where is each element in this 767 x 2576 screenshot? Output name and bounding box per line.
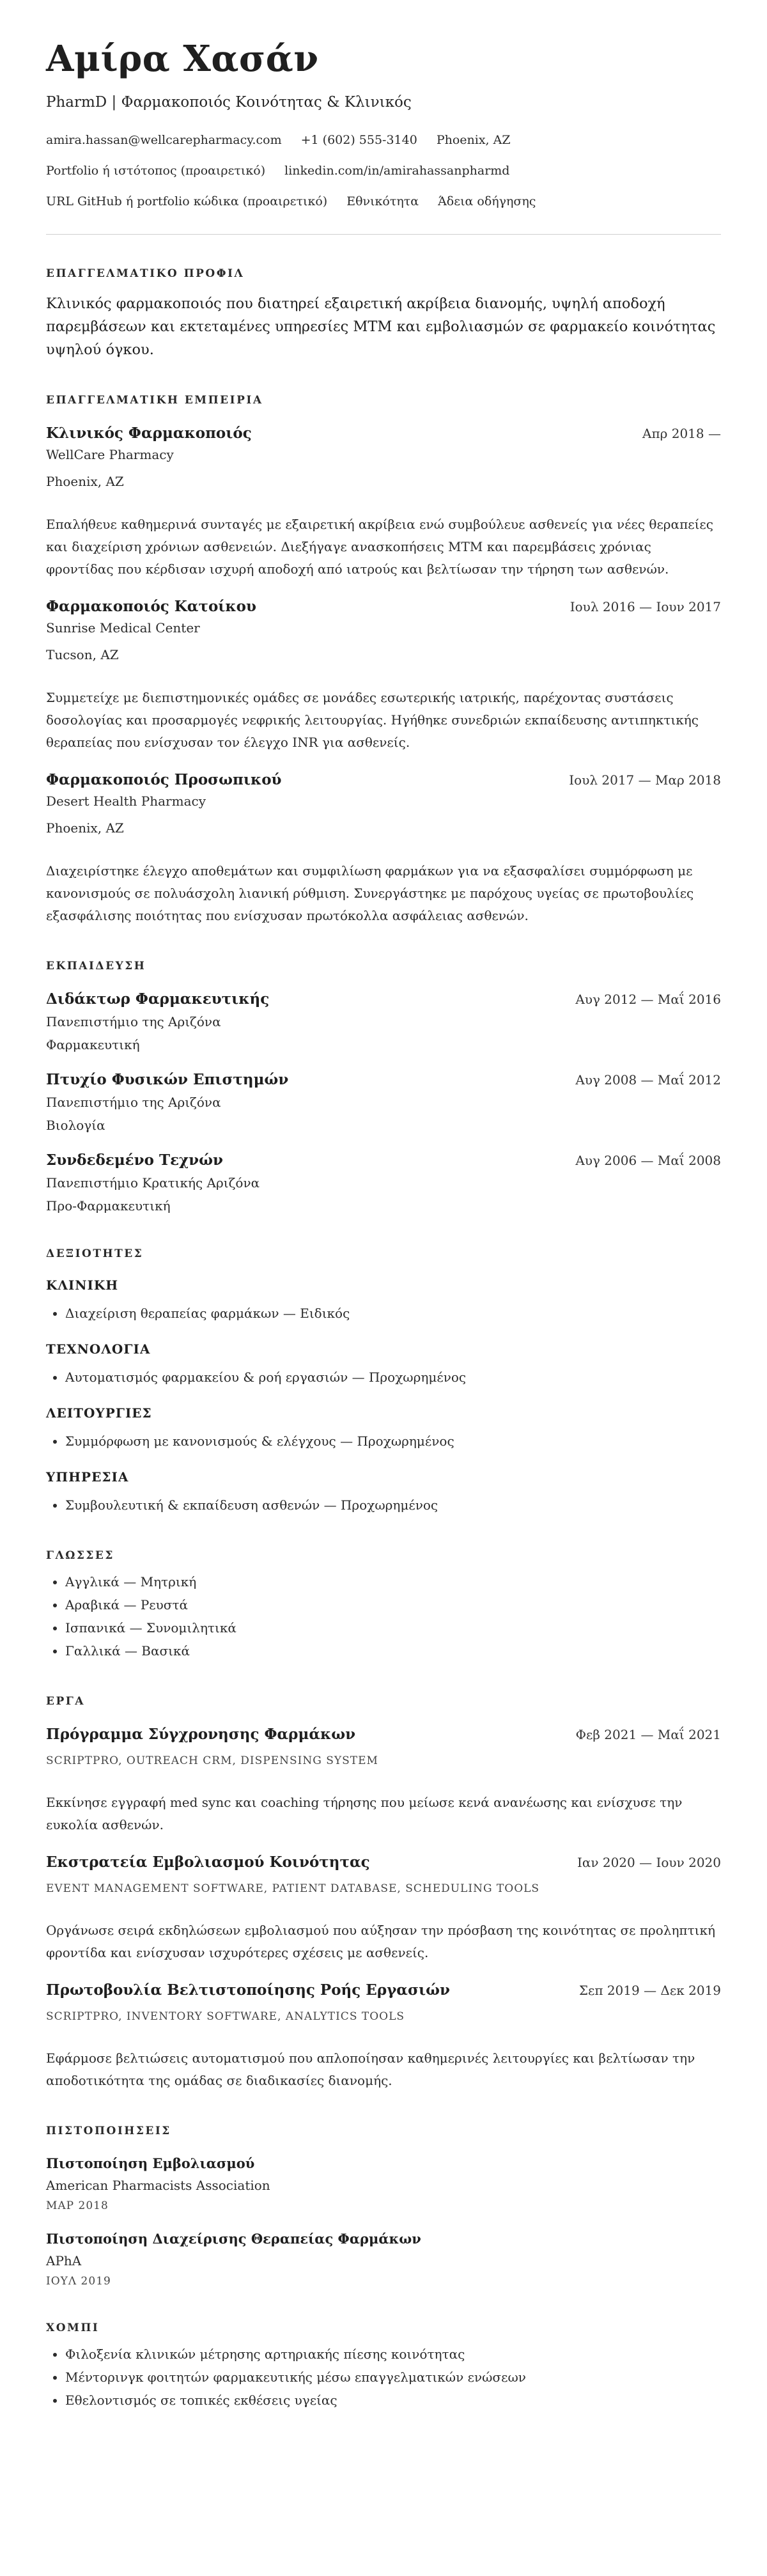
degree-date: Αυγ 2012 — Μαΐ 2016 [575, 992, 721, 1007]
project-title: Πρόγραμμα Σύγχρονησης Φαρμάκων [46, 1726, 356, 1743]
degree-title: Διδάκτωρ Φαρμακευτικής [46, 990, 270, 1008]
experience-entry [46, 424, 721, 581]
project-description: Εφάρμοσε βελτιώσεις αυτοματισμού που απλοποίησαν καθημερινές λειτουργίες και βελτίωσαν την αποδοτικότητα της ομάδας σε διαδικασίες διανομής. [46, 2050, 695, 2088]
header-divider [46, 234, 721, 235]
hobby-item: • Μέντορινγκ φοιτητών φαρμακευτικής μέσω επαγγελματικών ενώσεων [65, 2366, 721, 2389]
profile-summary: Κλινικός φαρμακοποιός που διατηρεί εξαιρετική ακρίβεια διανομής, υψηλή αποδοχή παρεμβάσεων και εκτεταμένες υπηρεσίες MTM και εμβολιασμών σε φαρμακείο κοινότητας υψηλού όγκου. [46, 295, 716, 358]
section-title-experience: ΕΠΑΓΓΕΛΜΑΤΙΚΗ ΕΜΠΕΙΡΙΑ [46, 394, 263, 407]
license-text: Άδεια οδήγησης [438, 194, 536, 208]
certification-entry [46, 2230, 721, 2289]
skill-list [46, 1302, 721, 1325]
school-name: Πανεπιστήμιο Κρατικής Αριζόνα [46, 1175, 260, 1190]
language-item: • Ισπανικά — Συνομιλητικά [65, 1616, 721, 1639]
project-title: Πρωτοβουλία Βελτιστοποίησης Ροής Εργασιών [46, 1981, 450, 1999]
degree-date: Αυγ 2006 — Μαΐ 2008 [575, 1153, 721, 1168]
section-title-skills: ΔΕΞΙΟΤΗΤΕΣ [46, 1247, 144, 1260]
job-date: Ιουλ 2016 — Ιουν 2017 [569, 599, 721, 614]
cert-title: Πιστοποίηση Εμβολιασμού [46, 2155, 255, 2171]
education-entry [46, 990, 721, 1054]
skill-item: • Συμβουλευτική & εκπαίδευση ασθενών — Προχωρημένος [65, 1494, 721, 1517]
cert-issuer: American Pharmacists Association [46, 2178, 270, 2193]
skill-item: • Συμμόρφωση με κανονισμούς & ελέγχους — Προχωρημένος [65, 1430, 721, 1453]
tagline: PharmD | Φαρμακοποιός Κοινότητας & Κλινικός [46, 94, 412, 111]
section-title-hobbies: ΧΟΜΠΙ [46, 2322, 100, 2334]
phone-link[interactable]: +1 (602) 555-3140 [300, 133, 417, 147]
project-date: Σεπ 2019 — Δεκ 2019 [578, 1983, 721, 1998]
contact-row-1 [46, 132, 721, 148]
project-tech: EVENT MANAGEMENT SOFTWARE, PATIENT DATABASE, SCHEDULING TOOLS [46, 1882, 540, 1895]
job-date: Ιουλ 2017 — Μαρ 2018 [569, 772, 721, 788]
job-location: Tucson, AZ [46, 647, 119, 662]
project-description: Εκκίνησε εγγραφή med sync και coaching τήρησης που μείωσε κενά ανανέωσης και ενίσχυσε την ευκολία ασθενών. [46, 1795, 683, 1832]
company-name: Desert Health Pharmacy [46, 793, 206, 809]
section-title-certifications: ΠΙΣΤΟΠΟΙΗΣΕΙΣ [46, 2125, 171, 2137]
email-link[interactable]: amira.hassan@wellcarepharmacy.com [46, 133, 282, 147]
skill-category: ΥΠΗΡΕΣΙΑ [46, 1469, 129, 1485]
language-item: • Γαλλικά — Βασικά [65, 1639, 721, 1662]
job-title: Κλινικός Φαρμακοποιός [46, 425, 252, 442]
location-text: Phoenix, AZ [436, 133, 511, 147]
experience-entry [46, 770, 721, 927]
education-entry [46, 1070, 721, 1134]
candidate-name: Αμίρα Χασάν [46, 38, 319, 80]
language-item: • Αραβικά — Ρευστά [65, 1593, 721, 1616]
degree-field: Φαρμακευτική [46, 1037, 140, 1052]
nationality-text: Εθνικότητα [346, 194, 419, 208]
github-link[interactable]: URL GitHub ή portfolio κώδικα (προαιρετικό) [46, 194, 328, 208]
portfolio-link[interactable]: Portfolio ή ιστότοπος (προαιρετικό) [46, 164, 266, 178]
project-title: Εκστρατεία Εμβολιασμού Κοινότητας [46, 1854, 370, 1871]
company-name: Sunrise Medical Center [46, 620, 200, 636]
language-item: • Αγγλικά — Μητρική [65, 1570, 721, 1593]
section-title-languages: ΓΛΩΣΣΕΣ [46, 1549, 114, 1562]
section-title-profile: ΕΠΑΓΓΕΛΜΑΤΙΚΟ ΠΡΟΦΙΛ [46, 267, 245, 280]
job-description: Συμμετείχε με διεπιστημονικές ομάδες σε μονάδες εσωτερικής ιατρικής, παρέχοντας συστάσεις δοσολογίας και προσαρμογές νεφρικής λειτουργίας. Ηγήθηκε συνεδριών εκπαίδευσης αντιπηκτικής θεραπείας που ενίσχυσαν τον έλεγχο INR για ασθενείς. [46, 690, 699, 750]
cert-date: ΙΟΥΛ 2019 [46, 2275, 111, 2288]
cert-title: Πιστοποίηση Διαχείρισης Θεραπείας Φαρμάκων [46, 2231, 421, 2247]
project-entry [46, 1725, 721, 1836]
skill-item: • Διαχείριση θεραπείας φαρμάκων — Ειδικός [65, 1302, 721, 1325]
linkedin-link[interactable]: linkedin.com/in/amirahassanpharmd [284, 164, 510, 178]
project-tech: SCRIPTPRO, OUTREACH CRM, DISPENSING SYSTEM [46, 1754, 378, 1767]
education-entry [46, 1151, 721, 1215]
hobby-item: • Εθελοντισμός σε τοπικές εκθέσεις υγείας [65, 2389, 721, 2412]
cert-date: ΜΑΡ 2018 [46, 2199, 109, 2212]
project-date: Ιαν 2020 — Ιουν 2020 [577, 1855, 721, 1870]
job-description: Επαλήθευε καθημερινά συνταγές με εξαιρετική ακρίβεια ενώ συμβούλευε ασθενείς για νέες θεραπείες και διαχείριση χρόνιων ασθενειών. Διεξήγαγε ανασκοπήσεις MTM και παρεμβάσεις χρόνιας φροντίδας που κέρδισαν ισχυρή αποδοχή από ιατρούς και βελτίωσαν την τήρηση των ασθενών. [46, 517, 713, 577]
section-title-projects: ΕΡΓΑ [46, 1695, 85, 1708]
contact-row-3 [46, 193, 721, 210]
skill-category: ΚΛΙΝΙΚΗ [46, 1277, 119, 1293]
skill-item: • Αυτοματισμός φαρμακείου & ροή εργασιών — Προχωρημένος [65, 1366, 721, 1389]
job-location: Phoenix, AZ [46, 820, 124, 836]
section-title-education: ΕΚΠΑΙΔΕΥΣΗ [46, 960, 146, 972]
hobby-item: • Φιλοξενία κλινικών μέτρησης αρτηριακής πίεσης κοινότητας [65, 2343, 721, 2366]
project-entry [46, 1981, 721, 2092]
job-date: Απρ 2018 — [642, 426, 721, 441]
skill-category: ΤΕΧΝΟΛΟΓΙΑ [46, 1341, 151, 1357]
degree-field: Βιολογία [46, 1118, 105, 1133]
certification-entry [46, 2155, 721, 2213]
hobby-list [46, 2343, 721, 2412]
school-name: Πανεπιστήμιο της Αριζόνα [46, 1095, 221, 1110]
project-tech: SCRIPTPRO, INVENTORY SOFTWARE, ANALYTICS TOOLS [46, 2010, 405, 2023]
degree-field: Προ-Φαρμακευτική [46, 1198, 171, 1214]
job-description: Διαχειρίστηκε έλεγχο αποθεμάτων και συμφιλίωση φαρμάκων για να εξασφαλίσει συμμόρφωση με κανονισμούς σε πολυάσχολη λιανική ρύθμιση. Συνεργάστηκε με παρόχους υγείας σε πρωτοβουλίες εξασφάλισης ποιότητας που ενίσχυσαν πρωτόκολλα ασφάλειας ασθενών. [46, 863, 694, 923]
language-list [46, 1570, 721, 1662]
skill-list [46, 1430, 721, 1453]
project-description: Οργάνωσε σειρά εκδηλώσεων εμβολιασμού που αύξησαν την πρόσβαση της κοινότητας σε προληπτική φροντίδα και ενίσχυσαν ισχυρότερες σχέσεις με ασθενείς. [46, 1923, 715, 1960]
company-name: WellCare Pharmacy [46, 447, 174, 462]
degree-date: Αυγ 2008 — Μαΐ 2012 [575, 1072, 721, 1088]
skill-category: ΛΕΙΤΟΥΡΓΙΕΣ [46, 1405, 152, 1421]
project-date: Φεβ 2021 — Μαΐ 2021 [575, 1727, 721, 1742]
degree-title: Συνδεδεμένο Τεχνών [46, 1151, 223, 1169]
skill-list [46, 1494, 721, 1517]
job-location: Phoenix, AZ [46, 474, 124, 489]
job-title: Φαρμακοποιός Κατοίκου [46, 598, 256, 615]
cert-issuer: APhA [46, 2253, 82, 2268]
school-name: Πανεπιστήμιο της Αριζόνα [46, 1014, 221, 1029]
project-entry [46, 1853, 721, 1964]
degree-title: Πτυχίο Φυσικών Επιστημών [46, 1071, 289, 1088]
skill-list [46, 1366, 721, 1389]
contact-row-2 [46, 162, 721, 179]
experience-entry [46, 597, 721, 754]
job-title: Φαρμακοποιός Προσωπικού [46, 771, 282, 788]
